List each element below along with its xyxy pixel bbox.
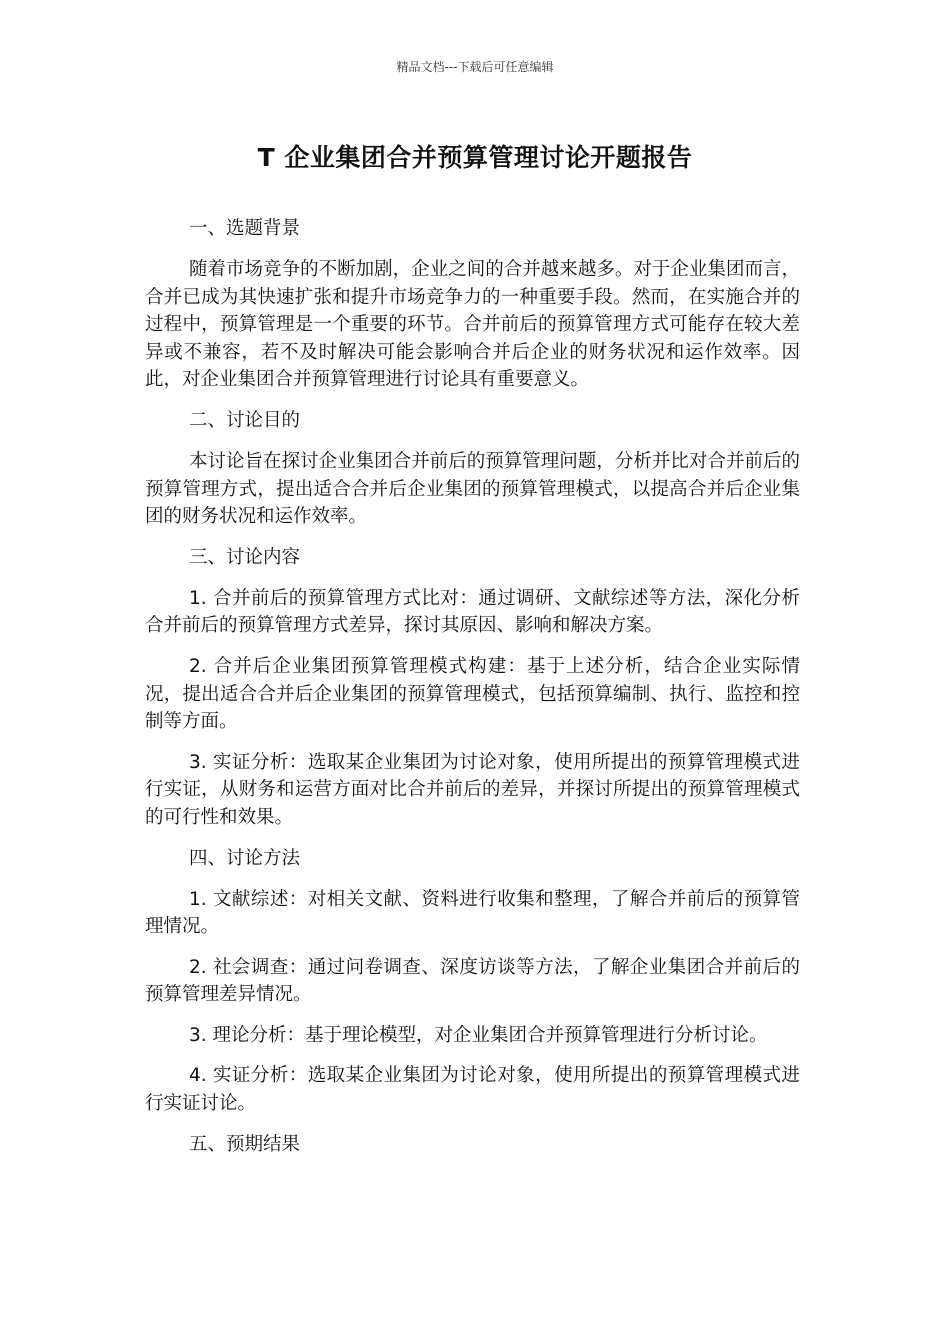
list-paragraph: 3. 实证分析：选取某企业集团为讨论对象，使用所提出的预算管理模式进行实证，从财务和运营方面对比合并前后的差异，并探讨所提出的预算管理模式的可行性和效果。 [145, 751, 800, 828]
document-title: T 企业集团合并预算管理讨论开题报告 [257, 143, 693, 172]
section-heading: 一、选题背景 [189, 218, 301, 239]
list-paragraph: 3. 理论分析：基于理论模型，对企业集团合并预算管理进行分析讨论。 [189, 1024, 768, 1046]
section-heading: 三、讨论内容 [189, 546, 301, 568]
list-paragraph: 1. 合并前后的预算管理方式比对：通过调研、文献综述等方法，深化分析合并前后的预算管理方式差异，探讨其原因、影响和解决方案。 [145, 587, 800, 637]
body-paragraph: 本讨论旨在探讨企业集团合并前后的预算管理问题，分析并比对合并前后的预算管理方式，提出适合合并后企业集团的预算管理模式，以提高合并后企业集团的财务状况和运作效率。 [145, 450, 800, 528]
list-paragraph: 1. 文献综述：对相关文献、资料进行收集和整理，了解合并前后的预算管理情况。 [145, 888, 800, 938]
section-heading: 四、讨论方法 [189, 847, 301, 869]
section-heading: 五、预期结果 [189, 1133, 301, 1155]
document-body [145, 215, 800, 1172]
list-paragraph: 2. 合并后企业集团预算管理模式构建：基于上述分析，结合企业实际情况，提出适合合并后企业集团的预算管理模式，包括预算编制、执行、监控和控制等方面。 [145, 655, 800, 733]
list-paragraph: 2. 社会调查：通过问卷调查、深度访谈等方法，了解企业集团合并前后的预算管理差异情况。 [145, 956, 800, 1006]
header-note: 精品文档---下载后可任意编辑 [396, 60, 554, 74]
list-paragraph: 4. 实证分析：选取某企业集团为讨论对象，使用所提出的预算管理模式进行实证讨论。 [145, 1065, 800, 1115]
body-paragraph: 随着市场竞争的不断加剧，企业之间的合并越来越多。对于企业集团而言，合并已成为其快速扩张和提升市场竞争力的一种重要手段。然而，在实施合并的过程中，预算管理是一个重要的环节。合并前后的预算管理方式可能存在较大差异或不兼容，若不及时解决可能会影响合并后企业的财务状况和运作效率。因此，对企业集团合并预算管理进行讨论具有重要意义。 [145, 259, 800, 391]
section-heading: 二、讨论目的 [189, 409, 301, 431]
